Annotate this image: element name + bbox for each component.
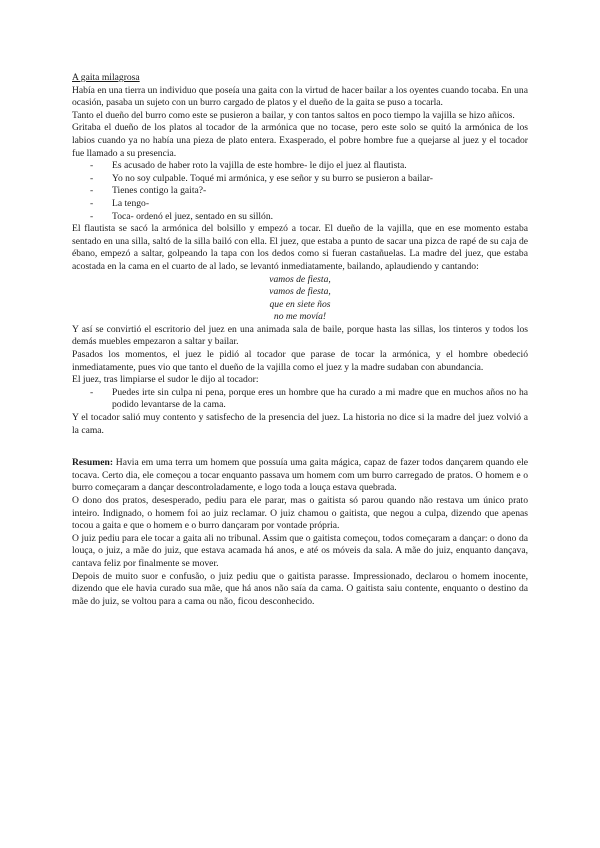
paragraph: Y así se convirtió el escritorio del juez en una animada sala de baile, porque hasta las sillas, los tinteros y todos los demás muebles empezaron a saltar y bailar. bbox=[72, 323, 528, 348]
song-verse bbox=[72, 274, 528, 324]
dialog-line: - Toca- ordenó el juez, sentado en su sillón. bbox=[72, 211, 528, 224]
dialog-line: - Puedes irte sin culpa ni pena, porque eres un hombre que ha curado a mi madre que en muchos años no ha podido levantarse de la cama. bbox=[72, 387, 528, 412]
paragraph: Tanto el dueño del burro como este se pusieron a bailar, y con tantos saltos en poco tiempo la vajilla se hizo añicos. bbox=[72, 109, 515, 121]
dialog-line: - Es acusado de haber roto la vajilla de este hombre- le dijo el juez al flautista. bbox=[72, 160, 528, 173]
paragraph: Pasados los momentos, el juez le pidió al tocador que parase de tocar la armónica, y el hombre obedeció inmediatamente, pues vio que tanto el dueño de la vajilla como el juez y la madre sudaban con abundancia. bbox=[72, 349, 528, 373]
summary-paragraph: Depois de muito suor e confusão, o juiz pediu que o gaitista parasse. Impressionado, declarou o homem inocente, dizendo que ele havia curado sua mãe, que há anos não saía da cama. O gaitista saiu contente, enquanto o destino da mãe do juiz, se voltou para a cama ou não, ficou desconhecido. bbox=[72, 570, 528, 607]
dialog-line: - La tengo- bbox=[72, 198, 528, 211]
summary-section bbox=[72, 457, 528, 608]
summary-paragraph: O juiz pediu para ele tocar a gaita ali no tribunal. Assim que o gaitista começou, todos começaram a dançar: o dono da louça, o juiz, a mãe do juiz, que estava acamada há anos, e até os móveis da sala. A mãe do juiz, enquanto dançava, cantava feliz por finalmente se mover. bbox=[72, 532, 528, 569]
verse-line: vamos de fiesta, bbox=[269, 286, 331, 298]
dialog-list bbox=[72, 387, 528, 412]
dialog-line: - Tienes contigo la gaita?- bbox=[72, 185, 528, 198]
story-title: A gaita milagrosa bbox=[72, 72, 140, 83]
paragraph: Había en una tierra un individuo que poseía una gaita con la virtud de hacer bailar a los oyentes cuando tocaba. En una ocasión, pasaba un sujeto con un burro cargado de platos y el dueño de la gaita se puso a tocarla. bbox=[72, 84, 528, 109]
paragraph: Gritaba el dueño de los platos al tocador de la armónica que no tocase, pero este solo se quitó la armónica de los labios cuando ya no había una pieza de plato entera. Exasperado, el pobre hombre fue a quejarse al juez y el tocador fue llamado a su presencia. bbox=[72, 122, 528, 159]
paragraph: El flautista se sacó la armónica del bolsillo y empezó a tocar. El dueño de la vajilla, que en ese momento estaba sentado en una silla, saltó de la silla bailó con ella. El juez, que estaba a punto de sacar una pizca de rapé de su caja de ébano, empezó a saltar, golpeando la tapa con los dedos como si fueran castañuelas. La madre del juez, que estaba acostada en la cama en el cuarto de al lado, se levantó inmediatamente, bailando, aplaudiendo y cantando: bbox=[72, 223, 528, 272]
summary-label: Resumen: bbox=[72, 457, 114, 469]
story-intro bbox=[72, 85, 528, 161]
verse-line: vamos de fiesta, bbox=[269, 273, 331, 285]
summary-paragraph: O dono dos pratos, desesperado, pediu para ele parar, mas o gaitista só parou quando não restava um único prato inteiro. Indignado, o homem foi ao juiz reclamar. O juiz chamou o gaitista, que negou a culpa, dizendo que apenas tocou a gaita e que o homem e o burro dançaram por vontade própria. bbox=[72, 495, 528, 532]
paragraph: Y el tocador salió muy contento y satisfecho de la presencia del juez. La historia no dice si la madre del juez volvió a la cama. bbox=[72, 412, 528, 436]
verse-line: no me movía! bbox=[273, 311, 327, 323]
summary-intro bbox=[72, 457, 528, 495]
verse-line: que en siete ños bbox=[269, 298, 331, 310]
paragraph: El juez, tras limpiarse el sudor le dijo al tocador: bbox=[72, 374, 259, 386]
section-gap bbox=[72, 437, 528, 457]
summary-intro-text: Havia em uma terra um homem que possuía uma gaita mágica, capaz de fazer todos dançarem quando ele tocava. Certo dia, ele começou a tocar enquanto passava um homem com um burro carregado de pratos. O homem e o burro começaram a dançar descontroladamente, e logo toda a louça estava quebrada. bbox=[72, 457, 528, 494]
dialog-line: - Yo no soy culpable. Toqué mi armónica, y ese señor y su burro se pusieron a bailar- bbox=[72, 173, 528, 186]
dialog-list bbox=[72, 160, 528, 223]
